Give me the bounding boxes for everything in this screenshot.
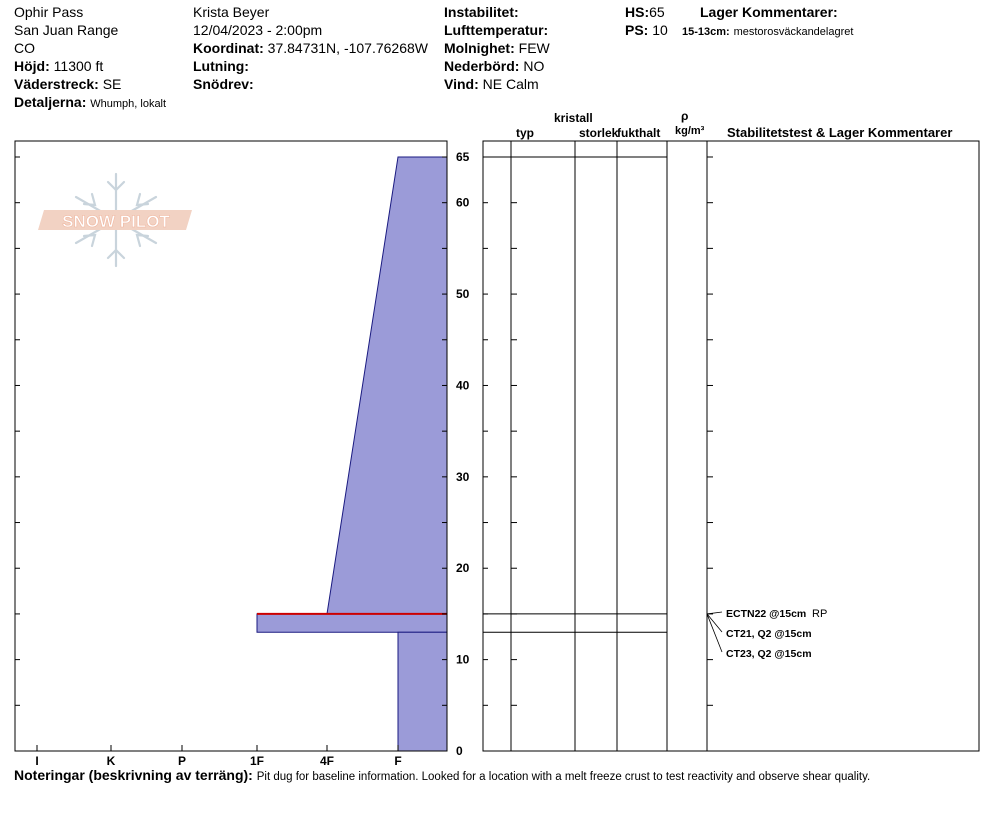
snowpilot-logo <box>38 174 192 266</box>
elevation-value: 11300 ft <box>53 58 104 74</box>
ps-label: PS: <box>625 22 649 38</box>
footer-text: Pit dug for baseline information. Looked for a location with a melt freeze crust to test reactivity and observe shear quality. <box>256 771 871 783</box>
coord-value: 37.84731N, -107.76268W <box>267 40 428 56</box>
x-tick-label-F: F <box>394 754 402 768</box>
y-tick-label-0: 0 <box>456 744 463 758</box>
x-tick-label-4F: 4F <box>319 754 335 768</box>
y-tick-label-65: 65 <box>456 150 470 164</box>
stability-test-2: CT23, Q2 @15cm <box>726 648 812 660</box>
stability-test-leader-1 <box>707 614 722 632</box>
wind-label: Vind: <box>444 76 479 92</box>
sky-value: FEW <box>518 40 550 56</box>
airtemp-label: Lufttemperatur: <box>444 22 549 38</box>
hardness-layer-0 <box>327 157 447 614</box>
stability-test-0: ECTN22 @15cm <box>726 608 807 620</box>
y-tick-label-20: 20 <box>456 561 470 576</box>
x-tick-label-I: I <box>35 754 39 768</box>
sky-label: Molnighet: <box>444 40 515 56</box>
slope-label: Lutning: <box>193 58 249 74</box>
footer-label: Noteringar (beskrivning av terräng): <box>14 767 253 783</box>
details-label: Detaljerna: <box>14 94 87 110</box>
stability-test-leader-0 <box>707 612 722 614</box>
coord-label: Koordinat: <box>193 40 264 56</box>
state: CO <box>14 40 35 56</box>
range: San Juan Range <box>14 22 119 38</box>
col-crystal: kristall <box>554 111 593 125</box>
x-tick-label-1F: 1F <box>249 754 265 768</box>
drift-label: Snödrev: <box>193 76 254 92</box>
elevation-label: Höjd: <box>14 58 50 74</box>
ps-value: 10 <box>652 22 668 38</box>
wind-value: NE Calm <box>482 76 539 92</box>
stability-test-extra-0: RP <box>812 608 828 620</box>
layer-comments-label: Lager Kommentarer: <box>700 4 838 20</box>
layer-comment-range: 15-13cm: <box>682 26 730 38</box>
stability-test-1: CT21, Q2 @15cm <box>726 628 812 640</box>
location: Ophir Pass <box>14 4 84 20</box>
layer-comment-text: mestorosväckandelagret <box>733 26 854 38</box>
hs-value: 65 <box>649 4 665 20</box>
instability-label: Instabilitet: <box>444 4 519 20</box>
y-tick-label-30: 30 <box>456 469 470 484</box>
stability-test-leader-2 <box>707 614 722 652</box>
details-value: Whumph, lokalt <box>90 98 167 110</box>
x-tick-label-K: K <box>106 754 116 768</box>
precip-value: NO <box>523 58 545 74</box>
precip-label: Nederbörd: <box>444 58 520 74</box>
col-density-unit: kg/m³ <box>675 125 705 137</box>
y-tick-label-10: 10 <box>456 652 470 667</box>
x-tick-label-P: P <box>177 754 187 768</box>
y-tick-label-40: 40 <box>456 378 470 393</box>
col-size: storlek <box>579 126 619 140</box>
col-type: typ <box>516 126 534 140</box>
y-tick-label-50: 50 <box>456 287 470 302</box>
footer-notes <box>14 767 870 785</box>
col-moisture: fukthalt <box>617 126 661 140</box>
datetime: 12/04/2023 - 2:00pm <box>193 22 323 38</box>
observer: Krista Beyer <box>193 4 270 20</box>
aspect-label: Väderstreck: <box>14 76 99 92</box>
hardness-layer-2 <box>398 632 447 751</box>
col-rho: ρ <box>681 109 689 123</box>
logo-text: SNOW PILOT <box>62 212 170 231</box>
col-stability: Stabilitetstest & Lager Kommentarer <box>727 125 953 140</box>
hs-label: HS: <box>625 4 650 20</box>
y-tick-label-60: 60 <box>456 195 470 210</box>
aspect-value: SE <box>102 76 122 92</box>
hardness-layer-1 <box>257 614 447 632</box>
